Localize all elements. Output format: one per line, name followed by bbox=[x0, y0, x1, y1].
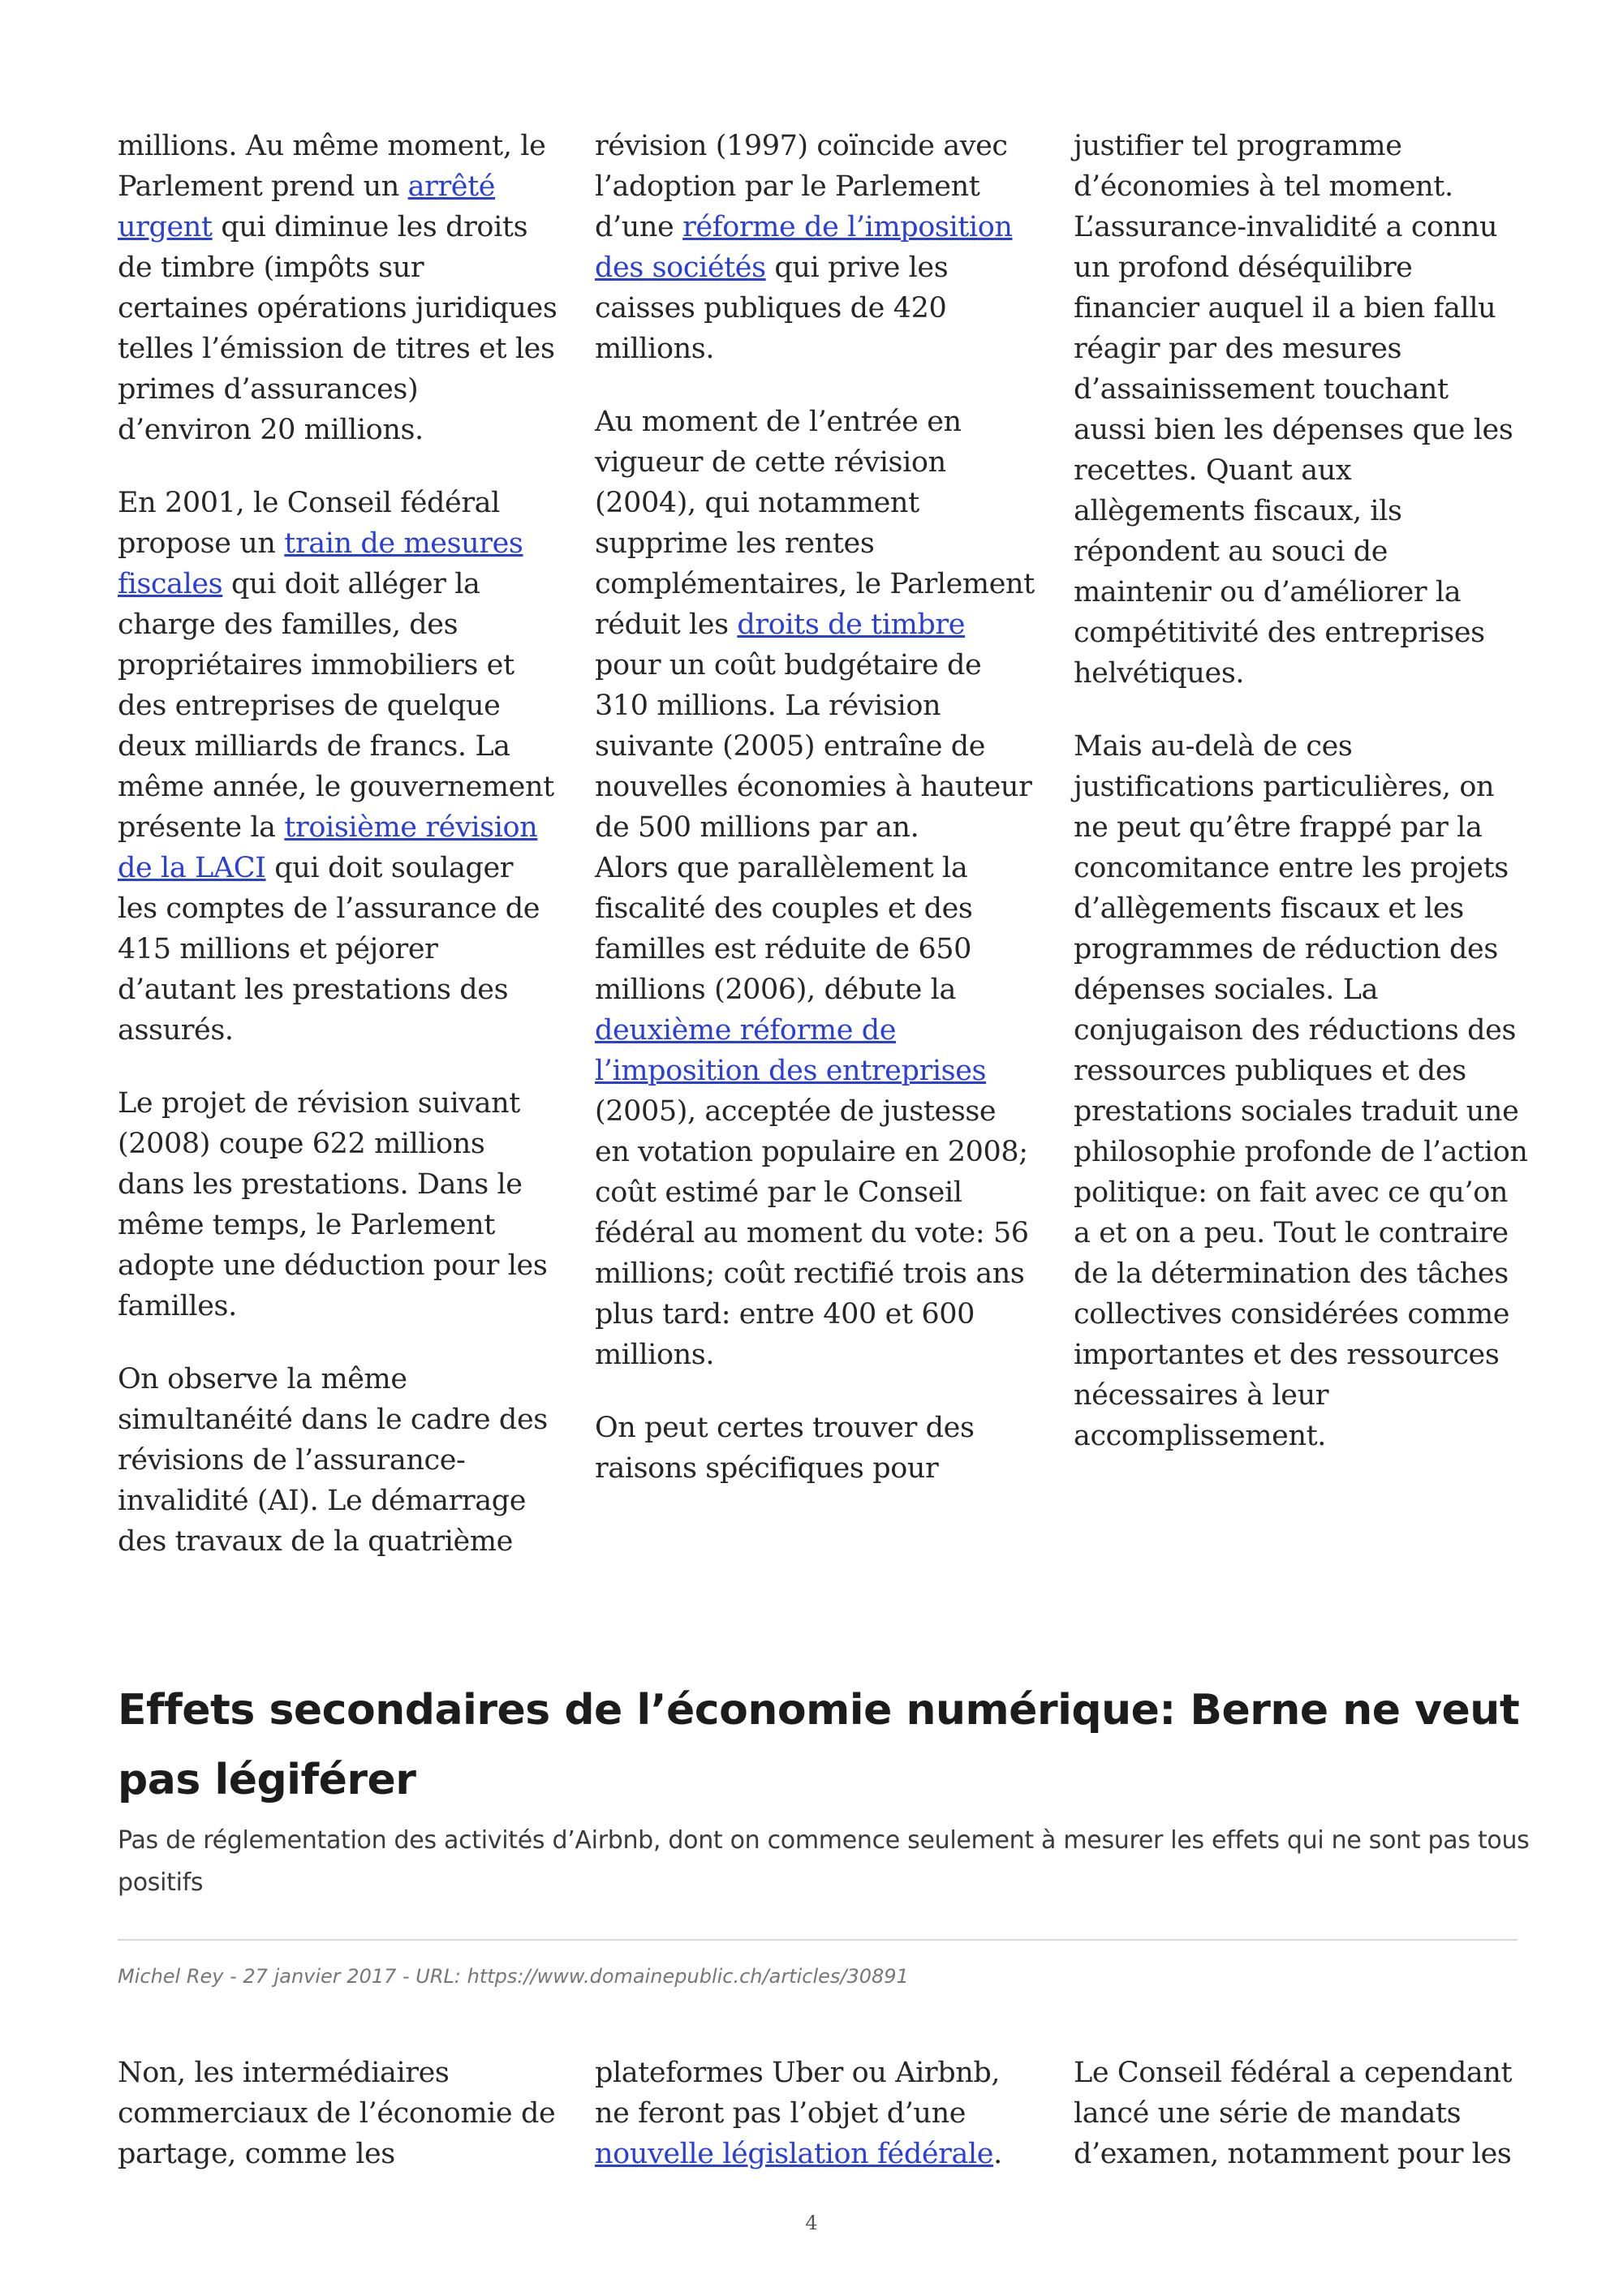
paragraph: En 2001, le Conseil fédéral propose un train de mesures fiscales qui doit alléger la charge des familles, des propriétaires immobiliers et des entreprises de quelque deux milliards de francs. La même année, le gouvernement présente la troisième révision de la LACI qui doit soulager les comptes de l’assurance de 415 millions et péjorer d’autant les prestations des assurés. bbox=[118, 487, 554, 1047]
link-arrete-urgent[interactable]: arrêté urgent bbox=[118, 170, 496, 243]
paragraph: plateformes Uber ou Airbnb, ne feront pas l’objet d’une nouvelle législation fédérale. bbox=[595, 2057, 1002, 2170]
paragraph: On peut certes trouver des raisons spécifiques pour bbox=[595, 1412, 975, 1485]
link-deuxieme-reforme-imposition-entreprises[interactable]: deuxième réforme de l’imposition des entreprises bbox=[595, 1014, 987, 1087]
page-number: 4 bbox=[805, 2212, 818, 2234]
paragraph: Non, les intermédiaires commerciaux de l’économie de partage, comme les bbox=[118, 2057, 556, 2170]
link-nouvelle-legislation-federale[interactable]: nouvelle législation fédérale bbox=[595, 2138, 994, 2170]
divider bbox=[118, 1939, 1518, 1941]
paragraph: justifier tel programme d’économies à tel moment. L’assurance-invalidité a connu un profond déséquilibre financier auquel il a bien fallu réagir par des mesures d’assainissement touchant aussi bien les dépenses que les recettes. Quant aux allègements fiscaux, ils répondent au souci de maintenir ou d’améliorer la compétitivité des entreprises helvétiques. bbox=[1074, 130, 1513, 690]
article-column-1 bbox=[118, 2053, 560, 2207]
article-byline: Michel Rey - 27 janvier 2017 - URL: https://www.domainepublic.ch/articles/30891 bbox=[118, 1965, 909, 1988]
article-subtitle: Pas de réglementation des activités d’Airbnb, dont on commence seulement à mesurer les effets qui ne sont pas tous positifs bbox=[118, 1826, 1530, 1897]
paragraph: On observe la même simultanéité dans le cadre des révisions de l’assurance-invalidité (AI). Le démarrage des travaux de la quatrième bbox=[118, 1363, 548, 1558]
text-column-2 bbox=[595, 126, 1037, 1521]
text-column-1 bbox=[118, 126, 560, 1594]
article-column-3 bbox=[1074, 2053, 1528, 2207]
article-title: Effets secondaires de l’économie numérique: Berne ne veut pas légiférer bbox=[118, 1686, 1520, 1804]
paragraph: révision (1997) coïncide avec l’adoption par le Parlement d’une réforme de l’imposition des sociétés qui prive les caisses publiques de 420 millions. bbox=[595, 130, 1013, 365]
paragraph: Le projet de révision suivant (2008) coupe 622 millions dans les prestations. Dans le même temps, le Parlement adopte une déduction pour les familles. bbox=[118, 1087, 548, 1322]
paragraph: Le Conseil fédéral a cependant lancé une série de mandats d’examen, notamment pour les bbox=[1074, 2057, 1513, 2170]
article-column-2 bbox=[595, 2053, 1037, 2207]
link-troisieme-revision-laci[interactable]: troisième révision de la LACI bbox=[118, 811, 538, 884]
paragraph: Alors que parallèlement la fiscalité des couples et des familles est réduite de 650 millions (2006), débute la deuxième réforme de l’imposition des entreprises (2005), acceptée de justesse en votation populaire en 2008; coût estimé par le Conseil fédéral au moment du vote: 56 millions; coût rectifié trois ans plus tard: entre 400 et 600 millions. bbox=[595, 852, 1029, 1371]
link-reforme-imposition-societes[interactable]: réforme de l’imposition des sociétés bbox=[595, 211, 1013, 284]
link-train-de-mesures-fiscales[interactable]: train de mesures fiscales bbox=[118, 527, 523, 600]
paragraph: millions. Au même moment, le Parlement prend un arrêté urgent qui diminue les droits de timbre (impôts sur certaines opérations juridiques telles l’émission de titres et les primes d’assurances) d’environ 20 millions. bbox=[118, 130, 558, 446]
link-droits-de-timbre[interactable]: droits de timbre bbox=[737, 608, 966, 641]
paragraph: Au moment de l’entrée en vigueur de cette révision (2004), qui notamment supprime les rentes complémentaires, le Parlement réduit les droits de timbre pour un coût budgétaire de 310 millions. La révision suivante (2005) entraîne de nouvelles économies à hauteur de 500 millions par an. bbox=[595, 406, 1035, 844]
paragraph: Mais au-delà de ces justifications particulières, on ne peut qu’être frappé par la concomitance entre les projets d’allègements fiscaux et les programmes de réduction des dépenses sociales. La conjugaison des réductions des ressources publiques et des prestations sociales traduit une philosophie profonde de l’action politique: on fait avec ce qu’on a et on a peu. Tout le contraire de la détermination des tâches collectives considérées comme importantes et des ressources nécessaires à leur accomplissement. bbox=[1074, 730, 1528, 1452]
text-column-3 bbox=[1074, 126, 1528, 1489]
